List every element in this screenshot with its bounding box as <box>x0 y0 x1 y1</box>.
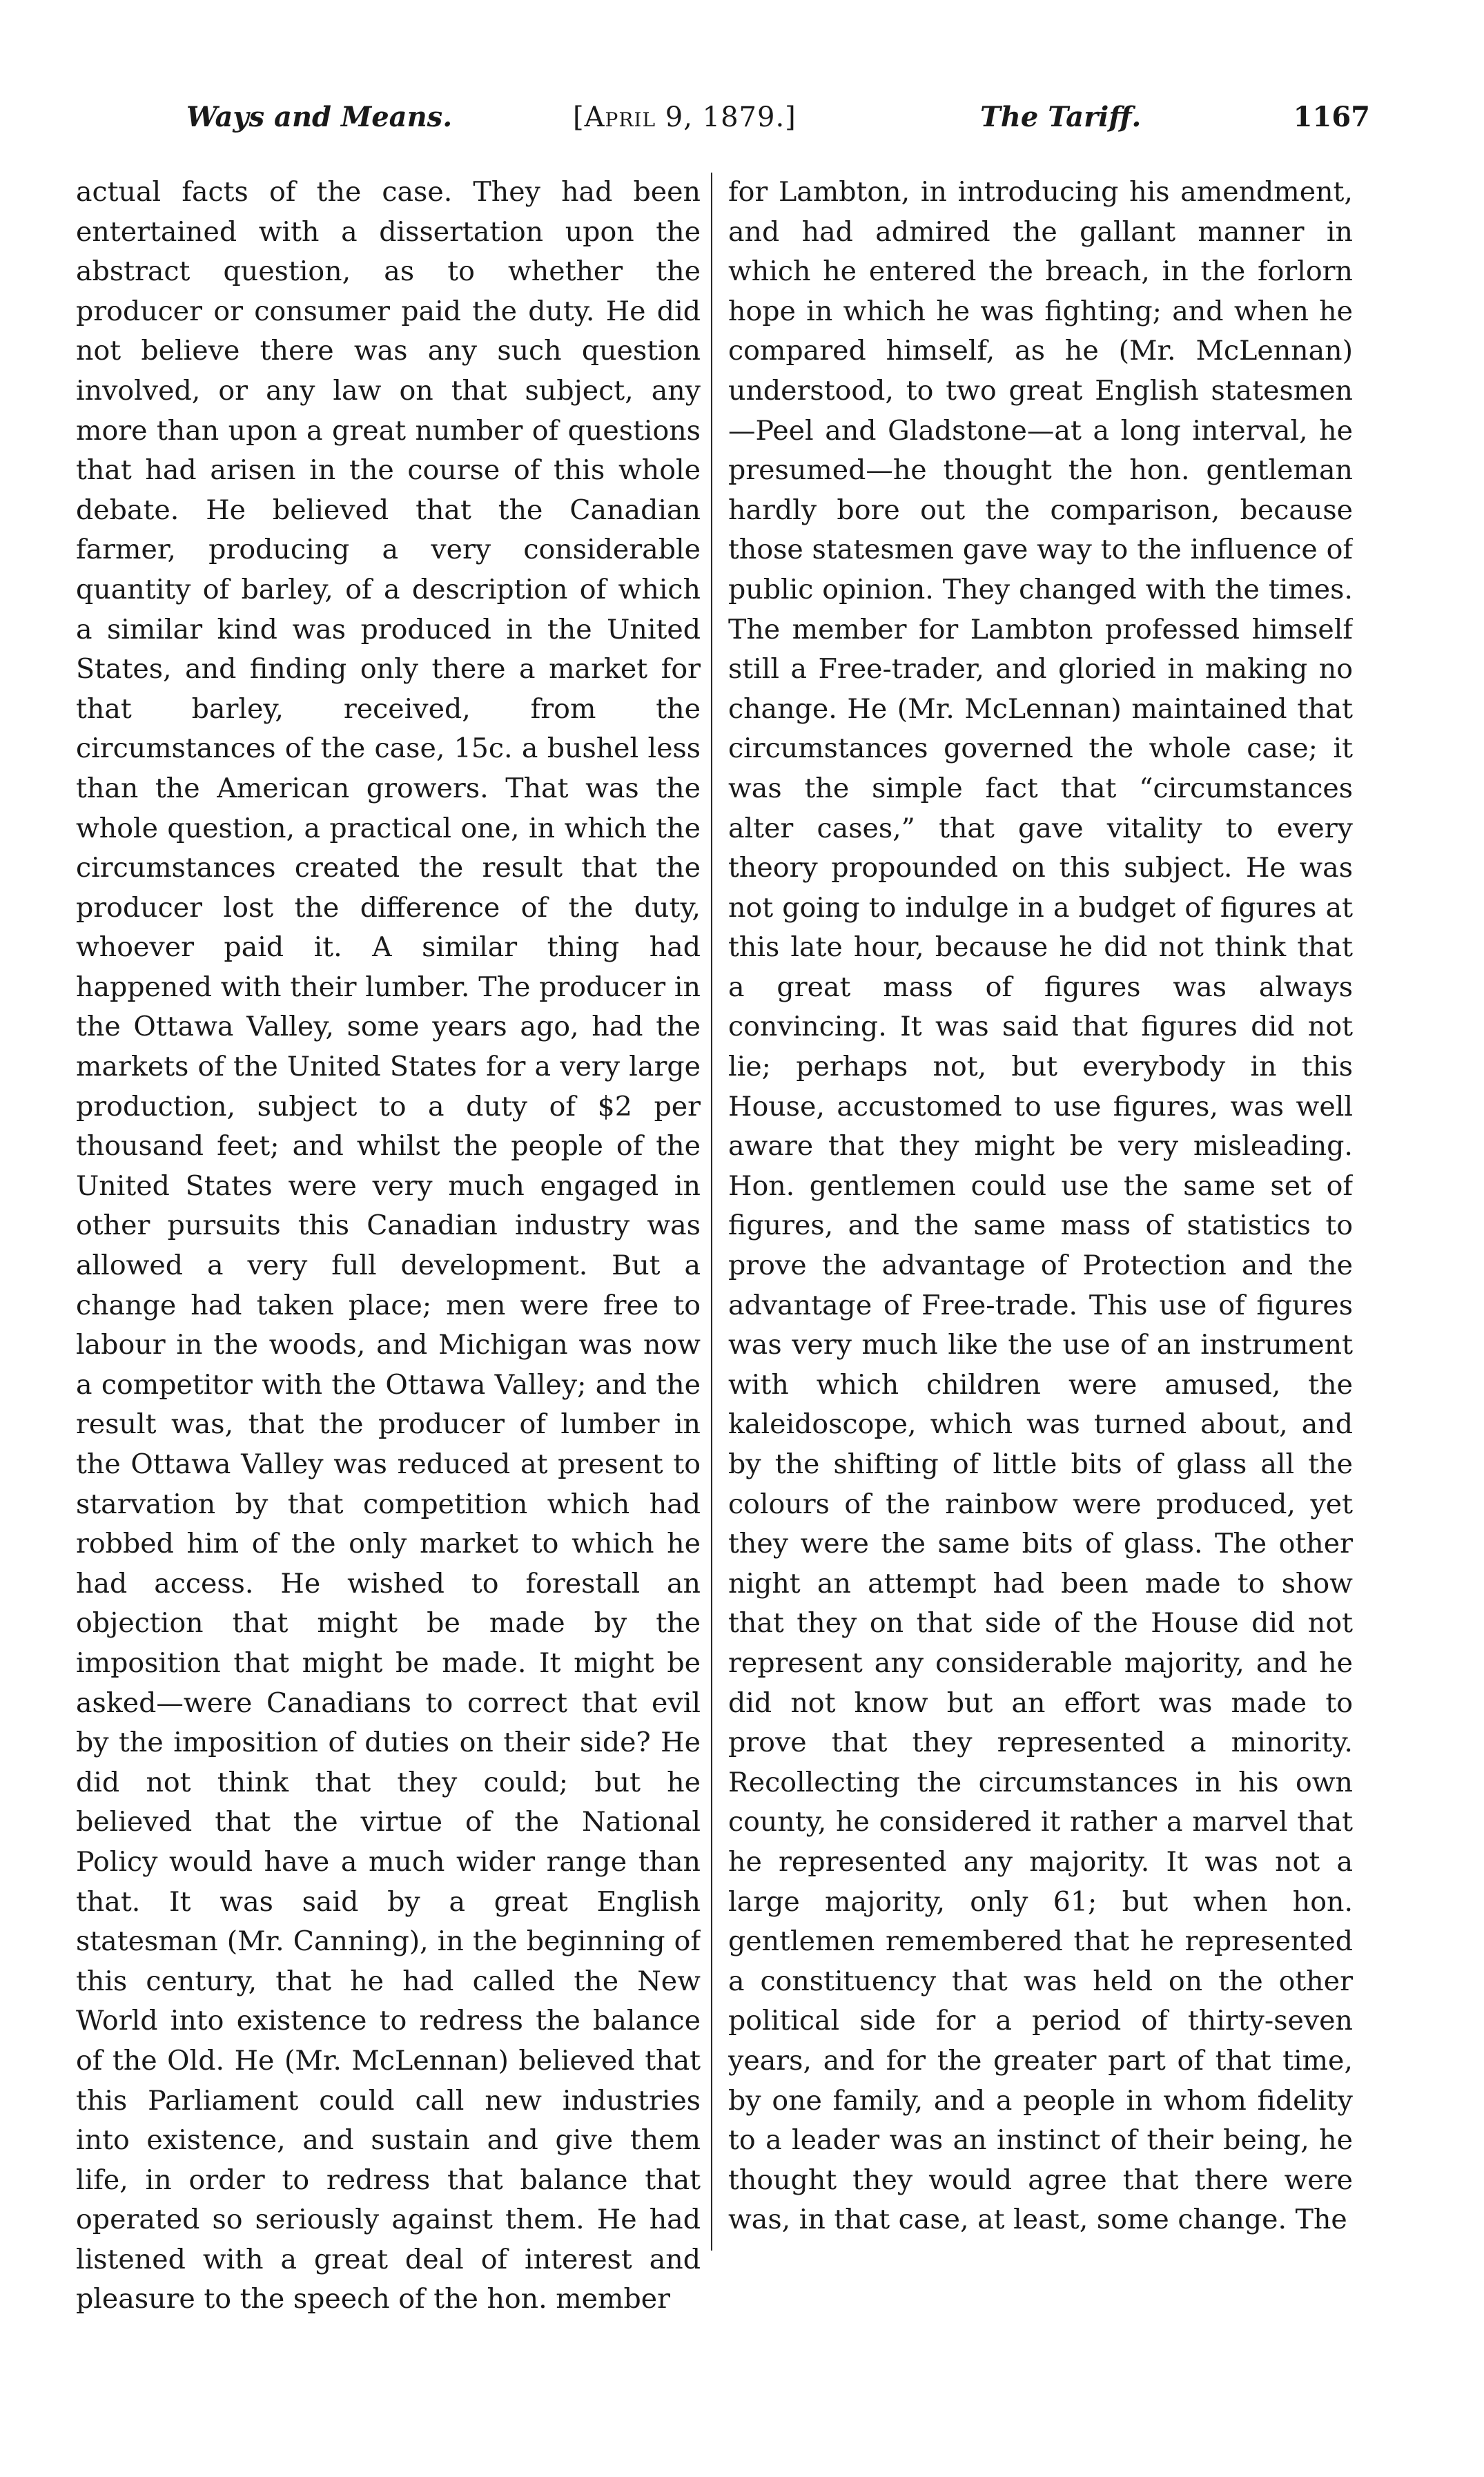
header-topic: The Tariff. <box>980 101 1142 133</box>
header-date: [April 9, 1879.] <box>573 101 797 133</box>
page-number: 1167 <box>1293 101 1370 133</box>
text-column-left <box>76 173 701 2416</box>
column-divider <box>711 173 712 2251</box>
header-section-title: Ways and Means. <box>186 101 453 133</box>
text-column-right <box>728 173 1353 2416</box>
running-header <box>62 90 1370 145</box>
right-column-paragraph: for Lambton, in introducing his amendment, and had admired the gallant manner in which he entered the breach, in the forlorn hope in which he was fighting; and when he compared himself, as he (Mr. McLennan) understood, to two great English statesmen—Peel and Gladstone—at a long interval, he presumed—he thought the hon. gentleman hardly bore out the comparison, because those statesmen gave way to the influence of public opinion. They changed with the times. The member for Lambton professed himself still a Free-trader, and gloried in making no change. He (Mr. McLennan) maintained that circumstances governed the whole case; it was the simple fact that “circumstances alter cases,” that gave vitality to every theory propounded on this subject. He was not going to indulge in a budget of figures at this late hour, because he did not think that a great mass of figures was always convincing. It was said that figures did not lie; perhaps not, but everybody in this House, accustomed to use figures, was well aware that they might be very misleading. Hon. gentlemen could use the same set of figures, and the same mass of statistics to prove the advantage of Protection and the advantage of Free-trade. This use of figures was very much like the use of an instrument with which children were amused, the kaleidoscope, which was turned about, and by the shifting of little bits of glass all the colours of the rainbow were produced, yet they were the same bits of glass. The other night an attempt had been made to show that they on that side of the House did not represent any considerable majority, and he did not know but an effort was made to prove that they represented a minority. Recollecting the circumstances in his own county, he considered it rather a marvel that he represented any majority. It was not a large majority, only 61; but when hon. gentlemen remembered that he represented a constituency that was held on the other political side for a period of thirty-seven years, and for the greater part of that time, by one family, and a people in whom fidelity to a leader was an instinct of their being, he thought they would agree that there were was, in that case, at least, some change. The <box>728 176 1353 2236</box>
left-column-paragraph: actual facts of the case. They had been entertained with a dissertation upon the abstract question, as to whether the producer or consumer paid the duty. He did not believe there was any such question involved, or any law on that subject, any more than upon a great number of questions that had arisen in the course of this whole debate. He believed that the Canadian farmer, producing a very considerable quantity of barley, of a description of which a similar kind was produced in the United States, and finding only there a market for that barley, received, from the circumstances of the case, 15c. a bushel less than the American growers. That was the whole question, a practical one, in which the circumstances created the result that the producer lost the difference of the duty, whoever paid it. A similar thing had happened with their lumber. The producer in the Ottawa Valley, some years ago, had the markets of the United States for a very large production, subject to a duty of $2 per thousand feet; and whilst the people of the United States were very much engaged in other pursuits this Canadian industry was allowed a very full development. But a change had taken place; men were free to labour in the woods, and Michigan was now a competitor with the Ottawa Valley; and the result was, that the producer of lumber in the Ottawa Valley was reduced at present to starvation by that competition which had robbed him of the only market to which he had access. He wished to forestall an objection that might be made by the imposition that might be made. It might be asked—were Canadians to correct that evil by the imposition of duties on their side? He did not think that they could; but he believed that the virtue of the National Policy would have a much wider range than that. It was said by a great English statesman (Mr. Canning), in the beginning of this century, that he had called the New World into existence to redress the balance of the Old. He (Mr. McLennan) believed that this Parliament could call new industries into existence, and sustain and give them life, in order to redress that balance that operated so seriously against them. He had listened with a great deal of interest and pleasure to the speech of the hon. member <box>76 176 701 2315</box>
